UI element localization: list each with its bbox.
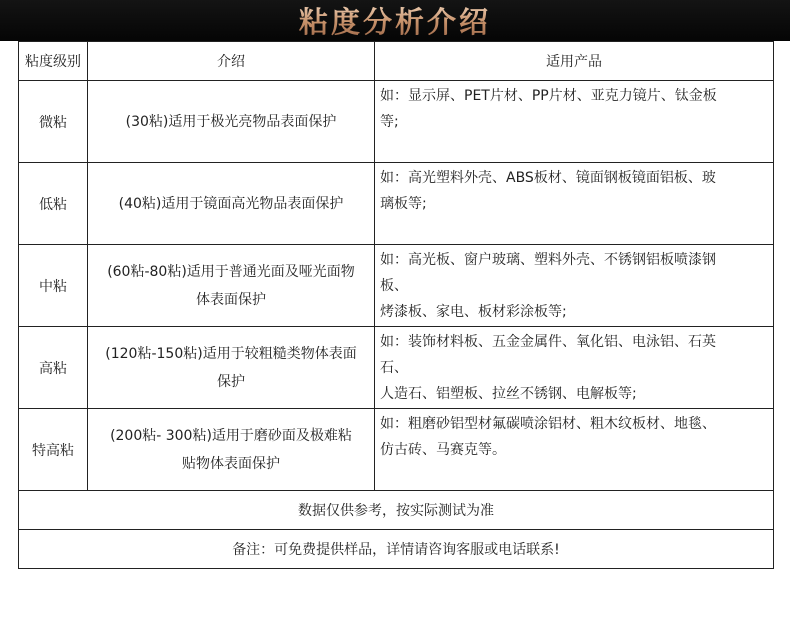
products-line: 璃板等; <box>380 196 427 212</box>
table-row <box>19 245 774 327</box>
products-line: 烤漆板、家电、板材彩涂板等; <box>380 304 567 320</box>
level-cell: 特高粘 <box>19 409 88 491</box>
table-header-row <box>19 42 774 81</box>
products-cell <box>375 163 774 245</box>
intro-line: (60粘-80粘)适用于普通光面及哑光面物 <box>107 263 355 280</box>
products-line: 如：装饰材料板、五金金属件、氧化铝、电泳铝、石英 <box>380 334 716 350</box>
level-cell: 微粘 <box>19 81 88 163</box>
intro-line: (120粘-150粘)适用于较粗糙类物体表面 <box>105 345 357 362</box>
products-line: 如：粗磨砂铝型材氟碳喷涂铝材、粗木纹板材、地毯、 <box>380 416 716 432</box>
intro-line: (200粘- 300粘)适用于磨砂面及极难粘 <box>110 427 352 444</box>
disclaimer-row <box>19 491 774 530</box>
products-cell <box>375 327 774 409</box>
products-line: 如：显示屏、PET片材、PP片材、亚克力镜片、钛金板 <box>380 88 717 104</box>
intro-cell <box>88 245 375 327</box>
header-level: 粘度级别 <box>19 42 88 81</box>
header-intro: 介绍 <box>88 42 375 81</box>
page-title: 粘度分析介绍 <box>299 0 491 41</box>
level-cell: 低粘 <box>19 163 88 245</box>
products-line: 如：高光板、窗户玻璃、塑料外壳、不锈钢铝板喷漆钢 <box>380 252 716 268</box>
products-cell <box>375 245 774 327</box>
intro-cell <box>88 81 375 163</box>
products-line: 如：高光塑料外壳、ABS板材、镜面钢板镜面铝板、玻 <box>380 170 716 186</box>
table-row <box>19 163 774 245</box>
intro-line: 体表面保护 <box>196 291 266 308</box>
intro-cell <box>88 409 375 491</box>
intro-line: 贴物体表面保护 <box>182 455 280 472</box>
products-cell <box>375 81 774 163</box>
intro-line: 保护 <box>217 373 245 390</box>
remark-text: 备注：可免费提供样品，详情请咨询客服或电话联系! <box>19 530 774 569</box>
viscosity-table <box>18 41 774 569</box>
products-line: 仿古砖、马赛克等。 <box>380 442 506 458</box>
intro-cell <box>88 163 375 245</box>
level-cell: 高粘 <box>19 327 88 409</box>
products-cell <box>375 409 774 491</box>
remark-row <box>19 530 774 569</box>
products-line: 等; <box>380 114 399 130</box>
products-line: 石、 <box>380 360 408 376</box>
disclaimer-text: 数据仅供参考，按实际测试为准 <box>19 491 774 530</box>
table-row <box>19 409 774 491</box>
table-row <box>19 327 774 409</box>
table-row <box>19 81 774 163</box>
level-cell: 中粘 <box>19 245 88 327</box>
header-products: 适用产品 <box>375 42 774 81</box>
products-line: 人造石、铝塑板、拉丝不锈钢、电解板等; <box>380 386 637 402</box>
intro-cell <box>88 327 375 409</box>
intro-line: (30粘)适用于极光亮物品表面保护 <box>125 113 337 130</box>
title-banner <box>0 0 790 41</box>
intro-line: (40粘)适用于镜面高光物品表面保护 <box>118 195 344 212</box>
products-line: 板、 <box>380 278 408 294</box>
